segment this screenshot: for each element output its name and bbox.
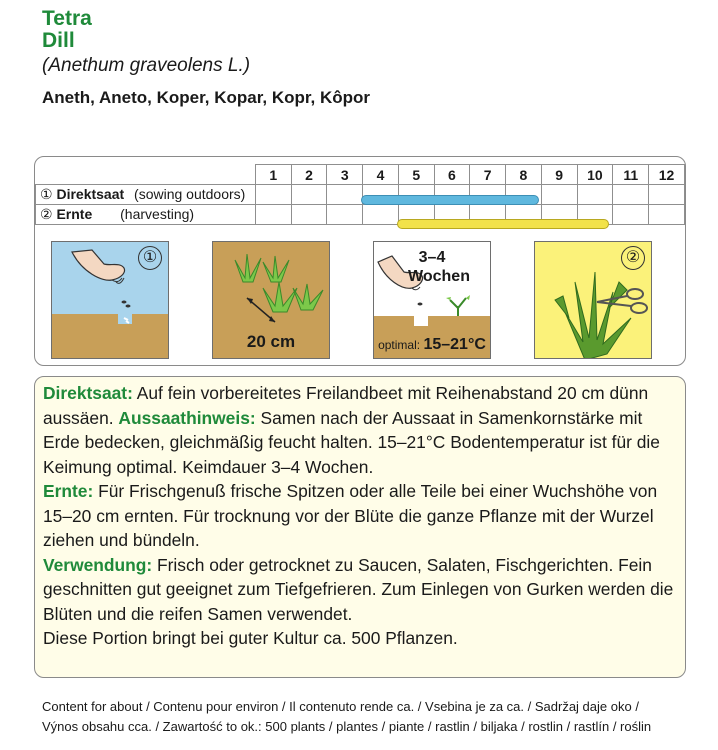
instructions-box [34,376,686,678]
month-3: 3 [327,165,363,185]
keyword-verwendung: Verwendung: [43,554,153,575]
month-6: 6 [434,165,470,185]
footer-line-1: Content for about / Contenu pour environ / Il contenuto rende ca. / Vsebina je za ca. / Sadržaj daje oko / [42,699,639,714]
packet-header [42,8,370,110]
month-8: 8 [506,165,542,185]
calendar-corner [36,165,256,185]
ernte-text: Für Frischgenuß frische Spitzen oder alle Teile bei einer Wuchshöhe von 15–20 cm ernten. Für trocknung vor der Blüte die ganze Pflanze mit der Wurzel ziehen und bündeln. [43,481,658,550]
portion-text: Diese Portion bringt bei guter Kultur ca. 500 Pflanzen. [43,628,458,648]
sowing-calendar [34,156,686,366]
step-number: ② [621,246,645,270]
optimal-temperature [374,336,490,354]
row-title: Ernte [56,206,93,222]
row-subtitle: (harvesting) [120,206,195,222]
duration-unit: Wochen [408,268,470,285]
latin-name: (Anethum graveolens L.) [42,55,251,76]
keyword-ernte: Ernte: [43,481,94,501]
month-4: 4 [363,165,399,185]
spacing-label: 20 cm [246,332,296,351]
month-9: 9 [541,165,577,185]
row-marker: ② [40,206,53,222]
optimal-prefix: optimal: [378,338,421,352]
month-12: 12 [649,165,685,185]
germination-duration [374,248,490,286]
row-title: Direktsaat [56,186,125,202]
footer-line-2: Výnos obsahu cca. / Zawartość to ok.: 500 plants / plantes / piante / rastlin / biljaka / rostlin / rastlín / roślin [42,719,652,734]
scissors-harvest-icon [535,242,652,359]
harvest-illustration [534,241,652,359]
row-label-sowing [36,185,256,205]
calendar-table [35,164,685,225]
local-names: Aneth, Aneto, Koper, Kopar, Kopr, Kôpor [42,88,371,107]
aussaat-text: Samen nach der Aussaat in Samenkornstärke mit Erde bedecken, gleichmäßig feucht halten. 15–21°C Bodentemperatur ist für die Keimung optimal. Keimdauer 3–4 Wochen. [43,407,660,477]
duration-value: 3–4 [418,249,446,266]
instructions-text [43,381,677,651]
hand-sowing-seeds-icon [52,242,169,359]
row-label-harvest [36,205,256,225]
sowing-period-bar [361,195,539,205]
brand-name: Tetra [42,7,92,30]
keyword-direktsaat: Direktsaat: [43,383,133,403]
verwendung-text: Frisch oder getrocknet zu Saucen, Salaten, Fischgerichten. Fein geschnitten gut geeignet zum Tiefgefrieren. Zum Einlegen von Gurken werden die Blüten und die reifen Samen verwendet. [43,554,674,624]
row-subtitle: (sowing outdoors) [134,186,246,202]
step-number: ① [138,246,162,270]
month-11: 11 [613,165,649,185]
germination-illustration [373,241,491,359]
plant-name: Dill [42,29,75,52]
month-1: 1 [255,165,291,185]
optimal-value: 15–21°C [423,336,486,353]
row-marker: ① [40,186,53,202]
month-2: 2 [291,165,327,185]
month-header-row [36,165,685,185]
month-10: 10 [577,165,613,185]
direktsaat-text: Auf fein vorbereitetes Freilandbeet mit Reihenabstand 20 cm dünn aussäen. [43,383,649,428]
content-footer [42,697,682,737]
sowing-illustration [51,241,169,359]
spacing-illustration [212,241,330,359]
month-7: 7 [470,165,506,185]
keyword-aussaathinweis: Aussaathinweis: [118,407,256,428]
harvest-period-bar [397,219,609,229]
month-5: 5 [398,165,434,185]
calendar-row-sowing [36,185,685,205]
